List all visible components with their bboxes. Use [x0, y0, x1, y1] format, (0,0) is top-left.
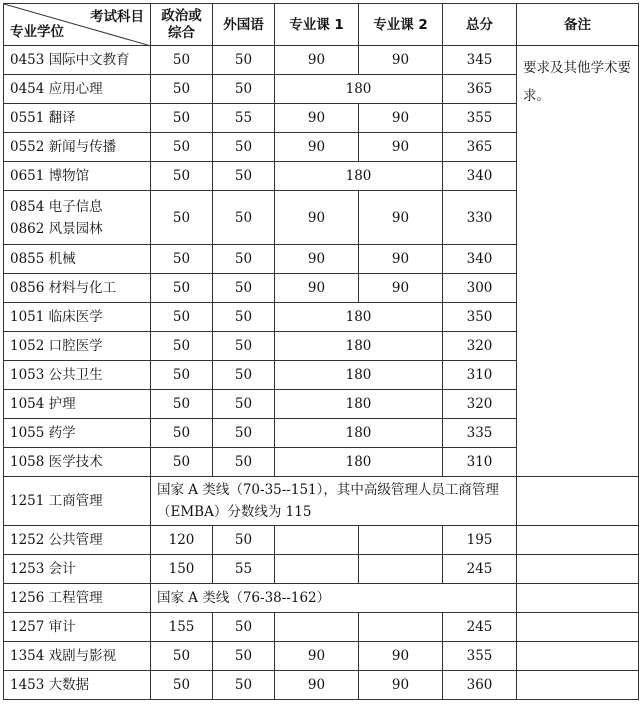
empty-remarks-cell: [517, 671, 639, 700]
politics-cell: 50: [151, 75, 213, 104]
politics-cell: 50: [151, 303, 213, 332]
course1-cell: 180: [275, 448, 443, 477]
major-cell: 1052 口腔医学: [4, 332, 151, 361]
header-course1: 专业课 1: [275, 4, 359, 46]
foreign-cell: 50: [213, 419, 275, 448]
major-name: 0862 风景园林: [10, 220, 103, 237]
total-cell: 360: [443, 671, 517, 700]
header-foreign: 外国语: [213, 4, 275, 46]
foreign-cell: 50: [213, 526, 275, 555]
course1-cell: 90: [275, 245, 359, 274]
merged-note-cell: 国家 A 类线（70-35--151），其中高级管理人员工商管理（EMBA）分数线为 115: [151, 477, 517, 526]
empty-remarks-cell: [517, 613, 639, 642]
major-cell: 1253 会计: [4, 555, 151, 584]
politics-cell: 50: [151, 162, 213, 191]
foreign-cell: 50: [213, 448, 275, 477]
table-row: [4, 671, 639, 700]
foreign-cell: 50: [213, 671, 275, 700]
major-cell: 1058 医学技术: [4, 448, 151, 477]
table-row: [4, 526, 639, 555]
major-cell: 0856 材料与化工: [4, 274, 151, 303]
total-cell: 365: [443, 75, 517, 104]
foreign-cell: 50: [213, 361, 275, 390]
foreign-cell: 55: [213, 104, 275, 133]
course1-cell: 90: [275, 191, 359, 245]
diagonal-header-cell: [4, 4, 151, 46]
empty-remarks-cell: [517, 584, 639, 613]
politics-cell: 50: [151, 191, 213, 245]
course1-cell: 180: [275, 332, 443, 361]
course2-cell: 90: [359, 191, 443, 245]
major-cell: 0551 翻译: [4, 104, 151, 133]
major-cell: 1051 临床医学: [4, 303, 151, 332]
course2-cell: [359, 555, 443, 584]
empty-remarks-cell: [517, 526, 639, 555]
major-cell: 0552 新闻与传播: [4, 133, 151, 162]
politics-cell: 120: [151, 526, 213, 555]
major-cell: 1053 公共卫生: [4, 361, 151, 390]
foreign-cell: 50: [213, 75, 275, 104]
total-cell: 355: [443, 104, 517, 133]
foreign-cell: 55: [213, 555, 275, 584]
total-cell: 320: [443, 332, 517, 361]
total-cell: 245: [443, 613, 517, 642]
foreign-cell: 50: [213, 162, 275, 191]
major-cell: 0855 机械: [4, 245, 151, 274]
politics-cell: 50: [151, 448, 213, 477]
empty-remarks-cell: [517, 642, 639, 671]
major-name: 0854 电子信息: [10, 198, 103, 215]
table-row: [4, 477, 639, 526]
course1-cell: 90: [275, 642, 359, 671]
header-course2: 专业课 2: [359, 4, 443, 46]
politics-cell: 50: [151, 361, 213, 390]
course2-cell: 90: [359, 133, 443, 162]
total-cell: 320: [443, 390, 517, 419]
total-cell: 300: [443, 274, 517, 303]
politics-cell: 50: [151, 671, 213, 700]
politics-cell: 50: [151, 390, 213, 419]
course2-cell: 90: [359, 46, 443, 75]
politics-cell: 155: [151, 613, 213, 642]
major-cell: 1055 药学: [4, 419, 151, 448]
course2-cell: 90: [359, 671, 443, 700]
major-cell: 1257 审计: [4, 613, 151, 642]
course2-cell: 90: [359, 274, 443, 303]
course1-cell: 180: [275, 303, 443, 332]
total-cell: 335: [443, 419, 517, 448]
major-axis-label: 专业学位: [10, 24, 64, 40]
score-table: [3, 3, 639, 700]
course1-cell: 180: [275, 390, 443, 419]
major-cell: 1252 公共管理: [4, 526, 151, 555]
major-cell: [4, 191, 151, 245]
remarks-cell: 要求及其他学术要求。: [517, 46, 639, 477]
course2-cell: [359, 613, 443, 642]
course2-cell: [359, 526, 443, 555]
politics-cell: 50: [151, 46, 213, 75]
subject-axis-label: 考试科目: [90, 9, 144, 25]
course2-cell: 90: [359, 104, 443, 133]
total-cell: 195: [443, 526, 517, 555]
course1-cell: [275, 613, 359, 642]
total-cell: 345: [443, 46, 517, 75]
merged-note-cell: 国家 A 类线（76-38--162）: [151, 584, 517, 613]
major-cell: 1354 戏剧与影视: [4, 642, 151, 671]
table-row: [4, 613, 639, 642]
course2-cell: 90: [359, 642, 443, 671]
course1-cell: 180: [275, 162, 443, 191]
total-cell: 340: [443, 245, 517, 274]
politics-cell: 50: [151, 104, 213, 133]
course1-cell: 90: [275, 133, 359, 162]
header-politics: 政治或综合: [151, 4, 213, 46]
course1-cell: 180: [275, 419, 443, 448]
politics-cell: 50: [151, 245, 213, 274]
politics-cell: 50: [151, 332, 213, 361]
foreign-cell: 50: [213, 303, 275, 332]
politics-cell: 150: [151, 555, 213, 584]
total-cell: 310: [443, 361, 517, 390]
major-cell: 1256 工程管理: [4, 584, 151, 613]
total-cell: 355: [443, 642, 517, 671]
foreign-cell: 50: [213, 191, 275, 245]
course1-cell: 180: [275, 75, 443, 104]
table-row: [4, 46, 639, 75]
politics-cell: 50: [151, 419, 213, 448]
politics-cell: 50: [151, 642, 213, 671]
header-remarks: 备注: [517, 4, 639, 46]
foreign-cell: 50: [213, 245, 275, 274]
major-cell: 1054 护理: [4, 390, 151, 419]
politics-cell: 50: [151, 133, 213, 162]
course1-cell: [275, 555, 359, 584]
header-total: 总分: [443, 4, 517, 46]
foreign-cell: 50: [213, 613, 275, 642]
major-cell: 1251 工商管理: [4, 477, 151, 526]
course1-cell: 180: [275, 361, 443, 390]
foreign-cell: 50: [213, 133, 275, 162]
foreign-cell: 50: [213, 274, 275, 303]
course1-cell: [275, 526, 359, 555]
table-row: [4, 584, 639, 613]
major-cell: 0454 应用心理: [4, 75, 151, 104]
total-cell: 340: [443, 162, 517, 191]
empty-remarks-cell: [517, 555, 639, 584]
course1-cell: 90: [275, 671, 359, 700]
foreign-cell: 50: [213, 332, 275, 361]
table-row: [4, 642, 639, 671]
major-cell: 1453 大数据: [4, 671, 151, 700]
major-cell: 0453 国际中文教育: [4, 46, 151, 75]
empty-remarks-cell: [517, 477, 639, 526]
total-cell: 365: [443, 133, 517, 162]
total-cell: 310: [443, 448, 517, 477]
course1-cell: 90: [275, 46, 359, 75]
course2-cell: 90: [359, 245, 443, 274]
total-cell: 350: [443, 303, 517, 332]
politics-cell: 50: [151, 274, 213, 303]
header-row: [4, 4, 639, 46]
total-cell: 245: [443, 555, 517, 584]
foreign-cell: 50: [213, 46, 275, 75]
table-row: [4, 555, 639, 584]
total-cell: 330: [443, 191, 517, 245]
foreign-cell: 50: [213, 390, 275, 419]
course1-cell: 90: [275, 104, 359, 133]
course1-cell: 90: [275, 274, 359, 303]
foreign-cell: 50: [213, 642, 275, 671]
major-cell: 0651 博物馆: [4, 162, 151, 191]
